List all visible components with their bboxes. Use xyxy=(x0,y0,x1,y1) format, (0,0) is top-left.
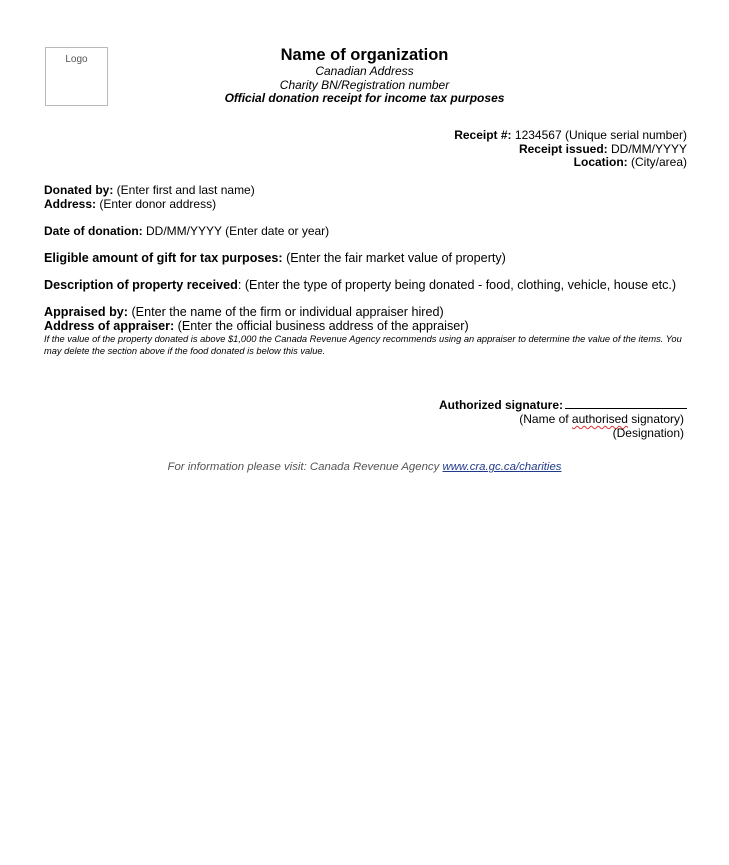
cra-link[interactable]: www.cra.gc.ca/charities xyxy=(442,461,562,473)
signatory-name-prefix: (Name of xyxy=(519,412,572,426)
signature-block xyxy=(439,397,687,440)
donated-by-label: Donated by: xyxy=(44,183,114,197)
footer-text: For information please visit: Canada Revenue Agency xyxy=(167,461,443,473)
property-description-row xyxy=(44,279,676,293)
location-value: (City/area) xyxy=(627,155,687,170)
location-label: Location: xyxy=(573,155,628,170)
donation-date-label: Date of donation: xyxy=(44,224,143,238)
receipt-issued-label: Receipt issued: xyxy=(518,141,608,156)
receipt-header xyxy=(0,45,729,106)
location-row xyxy=(454,156,687,170)
charity-bn: Charity BN/Registration number xyxy=(279,77,450,92)
donor-address-row xyxy=(44,198,216,212)
organization-address: Canadian Address xyxy=(315,64,414,78)
donor-address-value: (Enter donor address) xyxy=(96,197,217,211)
receipt-issued-value: DD/MM/YYYY xyxy=(607,141,687,156)
appraiser-address-row xyxy=(44,320,469,334)
receipt-info xyxy=(454,129,687,170)
appraiser-address-label: Address of appraiser: xyxy=(44,319,175,333)
appraised-by-row xyxy=(44,306,444,320)
property-description-value: : (Enter the type of property being donated - food, clothing, vehicle, house etc.) xyxy=(237,278,677,292)
receipt-issued-row xyxy=(454,143,687,157)
donation-date-row xyxy=(44,225,329,239)
logo-label: Logo xyxy=(65,54,88,65)
signatory-name xyxy=(439,412,684,426)
spellcheck-word: authorised xyxy=(571,412,628,426)
appraiser-note: If the value of the property donated is above $1,000 the Canada Revenue Agency recommends using an appraiser to determine the value of the items. You may delete the section above if the food donated is below this value. xyxy=(44,334,682,356)
appraiser-address-value: (Enter the official business address of the appraiser) xyxy=(174,319,469,333)
appraised-by-value: (Enter the name of the firm or individual appraiser hired) xyxy=(127,305,444,319)
eligible-amount-value: (Enter the fair market value of property) xyxy=(282,251,506,265)
receipt-number-value: 1234567 (Unique serial number) xyxy=(511,128,687,142)
eligible-amount-label: Eligible amount of gift for tax purposes: xyxy=(44,251,283,265)
eligible-amount-row xyxy=(44,252,506,266)
receipt-number-row xyxy=(454,129,687,143)
donated-by-value: (Enter first and last name) xyxy=(113,183,255,197)
property-description-label: Description of property received xyxy=(44,278,238,292)
signature-line xyxy=(565,397,687,409)
receipt-title: Official donation receipt for income tax purposes xyxy=(224,91,505,105)
signature-label: Authorized signature: xyxy=(438,398,563,412)
donor-address-label: Address: xyxy=(44,197,97,211)
signatory-name-suffix: signatory) xyxy=(627,412,684,426)
signature-row xyxy=(439,397,687,412)
receipt-number-label: Receipt #: xyxy=(454,128,512,142)
organization-name: Name of organization xyxy=(280,46,449,64)
signatory-designation: (Designation) xyxy=(612,426,684,440)
appraised-by-label: Appraised by: xyxy=(44,305,128,319)
footer-info xyxy=(0,461,729,473)
donated-by-row xyxy=(44,184,255,198)
donation-date-value: DD/MM/YYYY (Enter date or year) xyxy=(142,224,330,238)
